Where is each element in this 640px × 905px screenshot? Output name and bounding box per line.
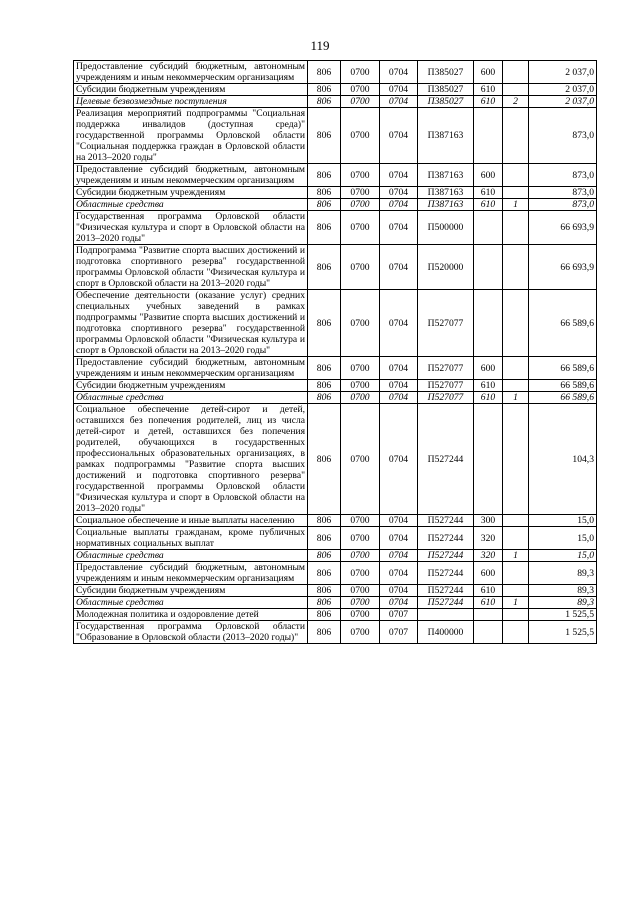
cell-expense-type	[474, 621, 503, 644]
cell-amount: 66 589,6	[529, 392, 597, 404]
cell-section: 0700	[341, 84, 380, 96]
cell-target-article: П527244	[418, 404, 474, 515]
cell-name: Субсидии бюджетным учреждениям	[74, 380, 308, 392]
cell-target-article: П527077	[418, 380, 474, 392]
cell-name: Предоставление субсидий бюджетным, автономным учреждениям и иным некоммерческим организациям	[74, 562, 308, 585]
cell-target-article: П385027	[418, 96, 474, 108]
cell-section: 0700	[341, 290, 380, 357]
cell-expense-type: 610	[474, 187, 503, 199]
cell-source	[503, 515, 529, 527]
cell-name: Субсидии бюджетным учреждениям	[74, 187, 308, 199]
cell-subsection: 0704	[380, 527, 418, 550]
cell-subsection: 0704	[380, 392, 418, 404]
cell-section: 0700	[341, 392, 380, 404]
cell-grbs: 806	[308, 199, 341, 211]
cell-source: 1	[503, 199, 529, 211]
cell-section: 0700	[341, 211, 380, 245]
cell-grbs: 806	[308, 562, 341, 585]
cell-name: Предоставление субсидий бюджетным, автономным учреждениям и иным некоммерческим организациям	[74, 164, 308, 187]
cell-name: Обеспечение деятельности (оказание услуг) средних специальных учебных заведений в рамках подпрограммы "Развитие спорта высших достижений и подготовка спортивного резерва" государственной программы Орловской области "Физическая культура и спорт в Орловской области на 2013–2020 годы"	[74, 290, 308, 357]
cell-name: Государственная программа Орловской области "Образование в Орловской области (2013–2020 годы)"	[74, 621, 308, 644]
cell-section: 0700	[341, 164, 380, 187]
cell-grbs: 806	[308, 108, 341, 164]
cell-target-article: П387163	[418, 108, 474, 164]
cell-target-article: П527244	[418, 550, 474, 562]
cell-name: Областные средства	[74, 199, 308, 211]
cell-amount: 89,3	[529, 597, 597, 609]
cell-subsection: 0704	[380, 245, 418, 290]
cell-target-article: П400000	[418, 621, 474, 644]
cell-grbs: 806	[308, 357, 341, 380]
cell-target-article: П527244	[418, 585, 474, 597]
cell-expense-type	[474, 211, 503, 245]
table-row	[74, 96, 597, 108]
cell-name: Социальные выплаты гражданам, кроме публичных нормативных социальных выплат	[74, 527, 308, 550]
cell-source	[503, 245, 529, 290]
cell-section: 0700	[341, 404, 380, 515]
cell-grbs: 806	[308, 392, 341, 404]
cell-target-article: П500000	[418, 211, 474, 245]
cell-expense-type: 600	[474, 61, 503, 84]
cell-source	[503, 562, 529, 585]
cell-section: 0700	[341, 61, 380, 84]
cell-target-article: П385027	[418, 84, 474, 96]
table-row	[74, 380, 597, 392]
table-row	[74, 597, 597, 609]
cell-amount: 89,3	[529, 585, 597, 597]
cell-source	[503, 290, 529, 357]
cell-source	[503, 404, 529, 515]
cell-section: 0700	[341, 515, 380, 527]
cell-amount: 66 589,6	[529, 290, 597, 357]
cell-amount: 66 589,6	[529, 380, 597, 392]
cell-source	[503, 211, 529, 245]
cell-source: 1	[503, 550, 529, 562]
cell-subsection: 0704	[380, 380, 418, 392]
cell-amount: 66 693,9	[529, 245, 597, 290]
table-row	[74, 527, 597, 550]
cell-section: 0700	[341, 357, 380, 380]
cell-subsection: 0704	[380, 108, 418, 164]
cell-amount: 15,0	[529, 550, 597, 562]
budget-table	[73, 60, 597, 644]
cell-name: Областные средства	[74, 597, 308, 609]
cell-target-article: П387163	[418, 164, 474, 187]
cell-target-article: П527244	[418, 562, 474, 585]
cell-target-article: П385027	[418, 61, 474, 84]
cell-name: Реализация мероприятий подпрограммы "Социальная поддержка инвалидов (доступная среда)" государственной программы Орловской области "Социальная поддержка граждан в Орловской области на 2013–2020 годы"	[74, 108, 308, 164]
cell-expense-type	[474, 290, 503, 357]
cell-target-article: П387163	[418, 199, 474, 211]
cell-source	[503, 84, 529, 96]
cell-source	[503, 527, 529, 550]
cell-subsection: 0704	[380, 404, 418, 515]
cell-amount: 873,0	[529, 199, 597, 211]
table-row	[74, 404, 597, 515]
cell-subsection: 0707	[380, 609, 418, 621]
cell-source	[503, 357, 529, 380]
cell-expense-type: 610	[474, 199, 503, 211]
cell-target-article: П527244	[418, 515, 474, 527]
cell-amount: 873,0	[529, 108, 597, 164]
cell-expense-type: 610	[474, 392, 503, 404]
cell-amount: 2 037,0	[529, 61, 597, 84]
cell-name: Молодежная политика и оздоровление детей	[74, 609, 308, 621]
cell-subsection: 0704	[380, 199, 418, 211]
cell-source	[503, 108, 529, 164]
cell-source	[503, 585, 529, 597]
cell-grbs: 806	[308, 290, 341, 357]
cell-grbs: 806	[308, 380, 341, 392]
cell-grbs: 806	[308, 585, 341, 597]
table-row	[74, 562, 597, 585]
cell-expense-type	[474, 404, 503, 515]
cell-section: 0700	[341, 96, 380, 108]
cell-amount: 15,0	[529, 515, 597, 527]
cell-name: Предоставление субсидий бюджетным, автономным учреждениям и иным некоммерческим организациям	[74, 61, 308, 84]
cell-subsection: 0704	[380, 597, 418, 609]
cell-source	[503, 164, 529, 187]
cell-source	[503, 609, 529, 621]
cell-name: Подпрограмма "Развитие спорта высших достижений и подготовка спортивного резерва" государственной программы Орловской области "Физическая культура и спорт в Орловской области на 2013–2020 годы"	[74, 245, 308, 290]
table-row	[74, 621, 597, 644]
cell-source	[503, 61, 529, 84]
cell-grbs: 806	[308, 515, 341, 527]
cell-section: 0700	[341, 187, 380, 199]
table-row	[74, 61, 597, 84]
cell-amount: 1 525,5	[529, 609, 597, 621]
page-number: 119	[310, 38, 330, 53]
cell-section: 0700	[341, 585, 380, 597]
cell-amount: 1 525,5	[529, 621, 597, 644]
cell-section: 0700	[341, 550, 380, 562]
cell-subsection: 0704	[380, 84, 418, 96]
cell-subsection: 0704	[380, 550, 418, 562]
cell-section: 0700	[341, 597, 380, 609]
cell-expense-type: 600	[474, 562, 503, 585]
cell-section: 0700	[341, 245, 380, 290]
cell-target-article: П527244	[418, 597, 474, 609]
cell-grbs: 806	[308, 84, 341, 96]
cell-amount: 66 589,6	[529, 357, 597, 380]
cell-source: 1	[503, 597, 529, 609]
cell-section: 0700	[341, 199, 380, 211]
cell-subsection: 0704	[380, 61, 418, 84]
cell-expense-type: 610	[474, 597, 503, 609]
cell-subsection: 0704	[380, 211, 418, 245]
cell-grbs: 806	[308, 211, 341, 245]
cell-amount: 873,0	[529, 187, 597, 199]
cell-grbs: 806	[308, 96, 341, 108]
cell-amount: 104,3	[529, 404, 597, 515]
cell-subsection: 0704	[380, 515, 418, 527]
cell-target-article: П527244	[418, 527, 474, 550]
cell-grbs: 806	[308, 527, 341, 550]
cell-grbs: 806	[308, 404, 341, 515]
cell-section: 0700	[341, 621, 380, 644]
cell-name: Областные средства	[74, 392, 308, 404]
table-row	[74, 290, 597, 357]
cell-target-article: П520000	[418, 245, 474, 290]
table-row	[74, 245, 597, 290]
cell-subsection: 0704	[380, 187, 418, 199]
table-row	[74, 357, 597, 380]
cell-expense-type	[474, 245, 503, 290]
cell-subsection: 0704	[380, 562, 418, 585]
cell-name: Областные средства	[74, 550, 308, 562]
cell-source	[503, 380, 529, 392]
cell-amount: 873,0	[529, 164, 597, 187]
cell-grbs: 806	[308, 245, 341, 290]
cell-name: Целевые безвозмездные поступления	[74, 96, 308, 108]
cell-expense-type	[474, 108, 503, 164]
cell-section: 0700	[341, 527, 380, 550]
table-row	[74, 108, 597, 164]
cell-source	[503, 621, 529, 644]
cell-amount: 15,0	[529, 527, 597, 550]
cell-source: 2	[503, 96, 529, 108]
cell-subsection: 0704	[380, 96, 418, 108]
cell-expense-type: 610	[474, 380, 503, 392]
cell-subsection: 0707	[380, 621, 418, 644]
cell-expense-type: 610	[474, 585, 503, 597]
cell-expense-type: 320	[474, 550, 503, 562]
table-row	[74, 199, 597, 211]
cell-expense-type: 610	[474, 96, 503, 108]
table-body	[74, 61, 597, 644]
cell-source: 1	[503, 392, 529, 404]
cell-name: Государственная программа Орловской области "Физическая культура и спорт в Орловской области на 2013–2020 годы"	[74, 211, 308, 245]
table-row	[74, 84, 597, 96]
table-row	[74, 609, 597, 621]
cell-name: Социальное обеспечение детей-сирот и детей, оставшихся без попечения родителей, лиц из числа детей-сирот и детей, оставшихся без попечения родителей, обучающихся в государственных профессиональных образовательных организациях, в рамках подпрограммы "Развитие спорта высших достижений и подготовка спортивного резерва" государственной программы Орловской области "Физическая культура и спорт в Орловской области на 2013–2020 годы"	[74, 404, 308, 515]
table-row	[74, 164, 597, 187]
cell-expense-type: 610	[474, 84, 503, 96]
table-row	[74, 392, 597, 404]
cell-source	[503, 187, 529, 199]
cell-subsection: 0704	[380, 357, 418, 380]
table-row	[74, 585, 597, 597]
cell-amount: 2 037,0	[529, 96, 597, 108]
cell-name: Субсидии бюджетным учреждениям	[74, 84, 308, 96]
cell-grbs: 806	[308, 609, 341, 621]
cell-target-article: П527077	[418, 392, 474, 404]
cell-name: Субсидии бюджетным учреждениям	[74, 585, 308, 597]
cell-subsection: 0704	[380, 164, 418, 187]
cell-name: Социальное обеспечение и иные выплаты населению	[74, 515, 308, 527]
cell-target-article: П527077	[418, 290, 474, 357]
cell-amount: 2 037,0	[529, 84, 597, 96]
cell-expense-type: 320	[474, 527, 503, 550]
cell-expense-type: 600	[474, 357, 503, 380]
cell-target-article: П527077	[418, 357, 474, 380]
cell-grbs: 806	[308, 187, 341, 199]
cell-grbs: 806	[308, 61, 341, 84]
table-row	[74, 211, 597, 245]
cell-expense-type	[474, 609, 503, 621]
cell-name: Предоставление субсидий бюджетным, автономным учреждениям и иным некоммерческим организациям	[74, 357, 308, 380]
table-row	[74, 515, 597, 527]
cell-section: 0700	[341, 609, 380, 621]
cell-expense-type: 300	[474, 515, 503, 527]
cell-grbs: 806	[308, 597, 341, 609]
cell-grbs: 806	[308, 550, 341, 562]
cell-amount: 89,3	[529, 562, 597, 585]
cell-amount: 66 693,9	[529, 211, 597, 245]
cell-section: 0700	[341, 108, 380, 164]
cell-expense-type: 600	[474, 164, 503, 187]
cell-target-article	[418, 609, 474, 621]
cell-section: 0700	[341, 562, 380, 585]
table-row	[74, 550, 597, 562]
cell-subsection: 0704	[380, 290, 418, 357]
cell-section: 0700	[341, 380, 380, 392]
cell-grbs: 806	[308, 621, 341, 644]
table-row	[74, 187, 597, 199]
cell-grbs: 806	[308, 164, 341, 187]
cell-target-article: П387163	[418, 187, 474, 199]
cell-subsection: 0704	[380, 585, 418, 597]
